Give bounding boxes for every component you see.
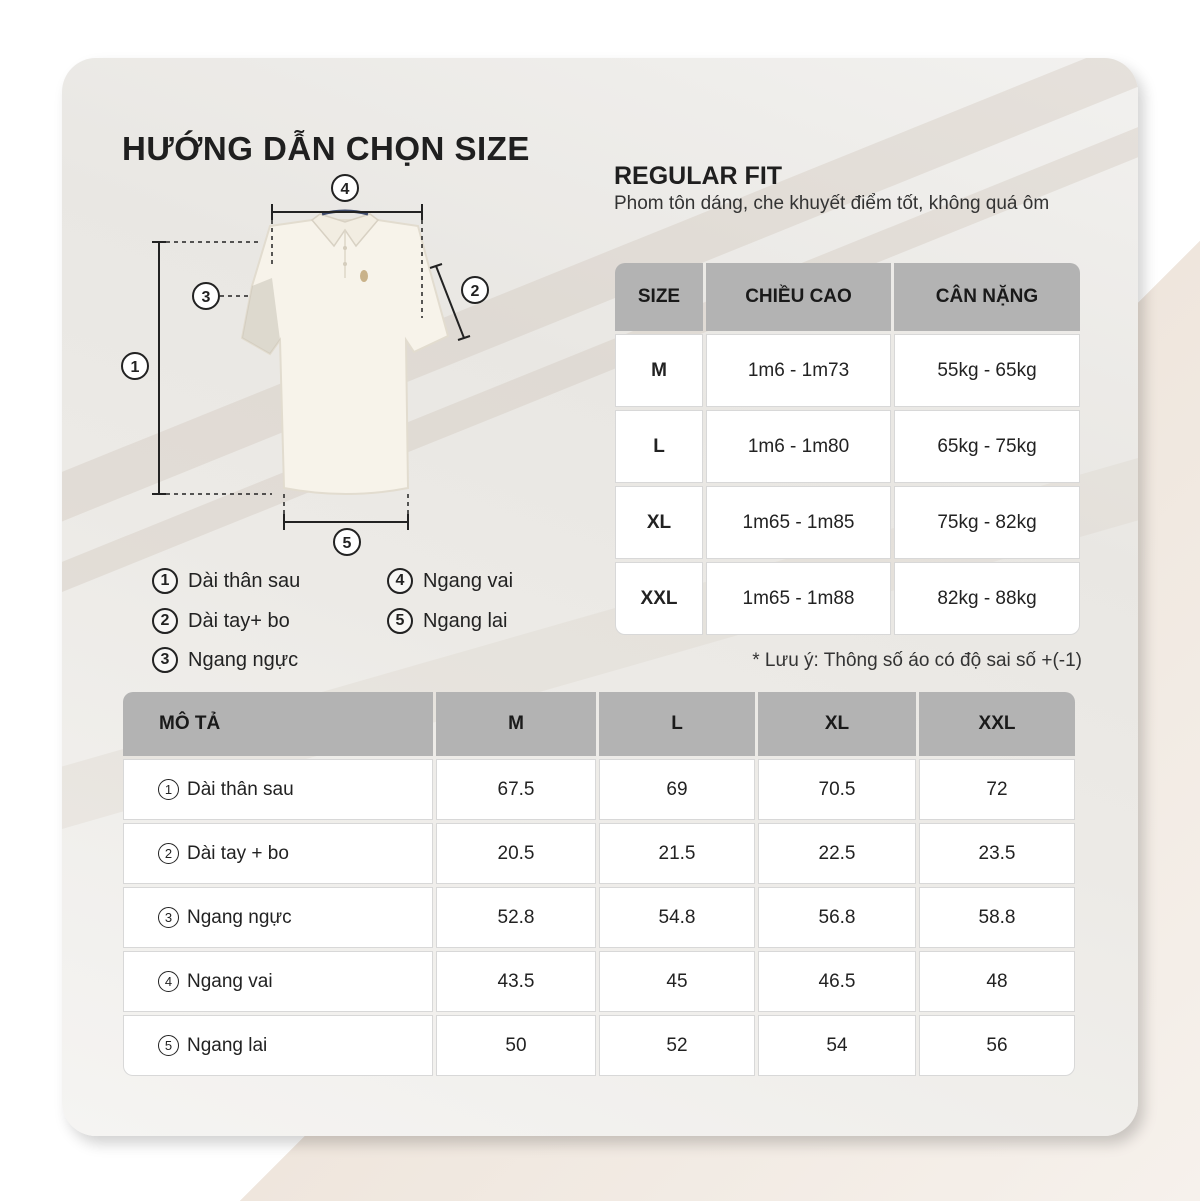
size-guide-card [62, 58, 1138, 1136]
value-cell: 69 [599, 759, 755, 820]
measurement-table [120, 689, 1078, 1079]
weight-cell: 55kg - 65kg [894, 334, 1080, 407]
shirt-diagram [102, 168, 542, 568]
legend-label: Dài tay+ bo [188, 609, 290, 632]
measurement-legend [152, 566, 572, 686]
header-size-xxl: XXL [919, 692, 1075, 756]
legend-label: Ngang lai [423, 609, 508, 632]
size-cell: L [615, 410, 703, 483]
measure-label: Ngang vai [187, 970, 273, 992]
height-cell: 1m65 - 1m85 [706, 486, 891, 559]
marker-2 [462, 277, 488, 303]
table-header-row [123, 692, 1075, 756]
number-1-icon: 1 [152, 568, 178, 594]
height-cell: 1m65 - 1m88 [706, 562, 891, 635]
measure-label: Dài thân sau [187, 778, 294, 800]
table-row [615, 410, 1080, 483]
tolerance-note: * Lưu ý: Thông số áo có độ sai số +(-1) [752, 650, 1082, 671]
height-cell: 1m6 - 1m73 [706, 334, 891, 407]
value-cell: 70.5 [758, 759, 916, 820]
value-cell: 50 [436, 1015, 596, 1076]
legend-label: Ngang vai [423, 569, 514, 592]
height-cell: 1m6 - 1m80 [706, 410, 891, 483]
number-2-icon: 2 [152, 608, 178, 634]
legend-item [152, 608, 290, 634]
number-4-icon: 4 [158, 971, 179, 992]
size-cell: XXL [615, 562, 703, 635]
header-size: SIZE [615, 263, 703, 331]
header-height: CHIỀU CAO [706, 263, 891, 331]
value-cell: 45 [599, 951, 755, 1012]
number-2-icon: 2 [158, 843, 179, 864]
table-row [123, 759, 1075, 820]
size-cell: M [615, 334, 703, 407]
description-cell [123, 951, 433, 1012]
number-4-icon: 4 [387, 568, 413, 594]
measure-label: Ngang lai [187, 1034, 268, 1056]
marker-3 [193, 283, 219, 309]
legend-label: Ngang ngực [188, 648, 299, 671]
description-cell [123, 1015, 433, 1076]
svg-text:5: 5 [342, 535, 352, 552]
table-row [615, 334, 1080, 407]
value-cell: 54.8 [599, 887, 755, 948]
legend-item [152, 568, 300, 594]
size-cell: XL [615, 486, 703, 559]
value-cell: 52.8 [436, 887, 596, 948]
svg-text:1: 1 [130, 359, 140, 376]
value-cell: 22.5 [758, 823, 916, 884]
header-size-xl: XL [758, 692, 916, 756]
value-cell: 56 [919, 1015, 1075, 1076]
measure-label: Dài tay + bo [187, 842, 289, 864]
fit-title: REGULAR FIT [614, 162, 783, 190]
value-cell: 54 [758, 1015, 916, 1076]
value-cell: 20.5 [436, 823, 596, 884]
table-row [123, 887, 1075, 948]
weight-cell: 75kg - 82kg [894, 486, 1080, 559]
polo-shirt-icon [242, 211, 448, 494]
svg-text:4: 4 [340, 181, 350, 198]
value-cell: 52 [599, 1015, 755, 1076]
number-5-icon: 5 [387, 608, 413, 634]
legend-item [387, 608, 508, 634]
legend-item [152, 647, 298, 673]
value-cell: 21.5 [599, 823, 755, 884]
table-row [615, 486, 1080, 559]
number-5-icon: 5 [158, 1035, 179, 1056]
value-cell: 46.5 [758, 951, 916, 1012]
header-size-m: M [436, 692, 596, 756]
size-recommendation-table [612, 260, 1083, 638]
table-row [123, 1015, 1075, 1076]
value-cell: 43.5 [436, 951, 596, 1012]
table-header-row [615, 263, 1080, 331]
value-cell: 72 [919, 759, 1075, 820]
header-description: MÔ TẢ [123, 692, 433, 756]
svg-text:3: 3 [201, 289, 211, 306]
value-cell: 56.8 [758, 887, 916, 948]
description-cell [123, 759, 433, 820]
marker-1 [122, 353, 148, 379]
header-weight: CÂN NẶNG [894, 263, 1080, 331]
measure-label: Ngang ngực [187, 906, 292, 928]
value-cell: 23.5 [919, 823, 1075, 884]
number-3-icon: 3 [152, 647, 178, 673]
weight-cell: 65kg - 75kg [894, 410, 1080, 483]
marker-4 [332, 175, 358, 201]
fit-description: Phom tôn dáng, che khuyết điểm tốt, không quá ôm [614, 193, 1050, 214]
page-title: HƯỚNG DẪN CHỌN SIZE [122, 130, 530, 167]
number-1-icon: 1 [158, 779, 179, 800]
description-cell [123, 823, 433, 884]
value-cell: 48 [919, 951, 1075, 1012]
svg-text:2: 2 [470, 283, 480, 300]
table-row [615, 562, 1080, 635]
weight-cell: 82kg - 88kg [894, 562, 1080, 635]
value-cell: 67.5 [436, 759, 596, 820]
header-size-l: L [599, 692, 755, 756]
legend-item [387, 568, 513, 594]
number-3-icon: 3 [158, 907, 179, 928]
legend-label: Dài thân sau [188, 569, 301, 592]
value-cell: 58.8 [919, 887, 1075, 948]
table-row [123, 951, 1075, 1012]
description-cell [123, 887, 433, 948]
table-row [123, 823, 1075, 884]
marker-5 [334, 529, 360, 555]
